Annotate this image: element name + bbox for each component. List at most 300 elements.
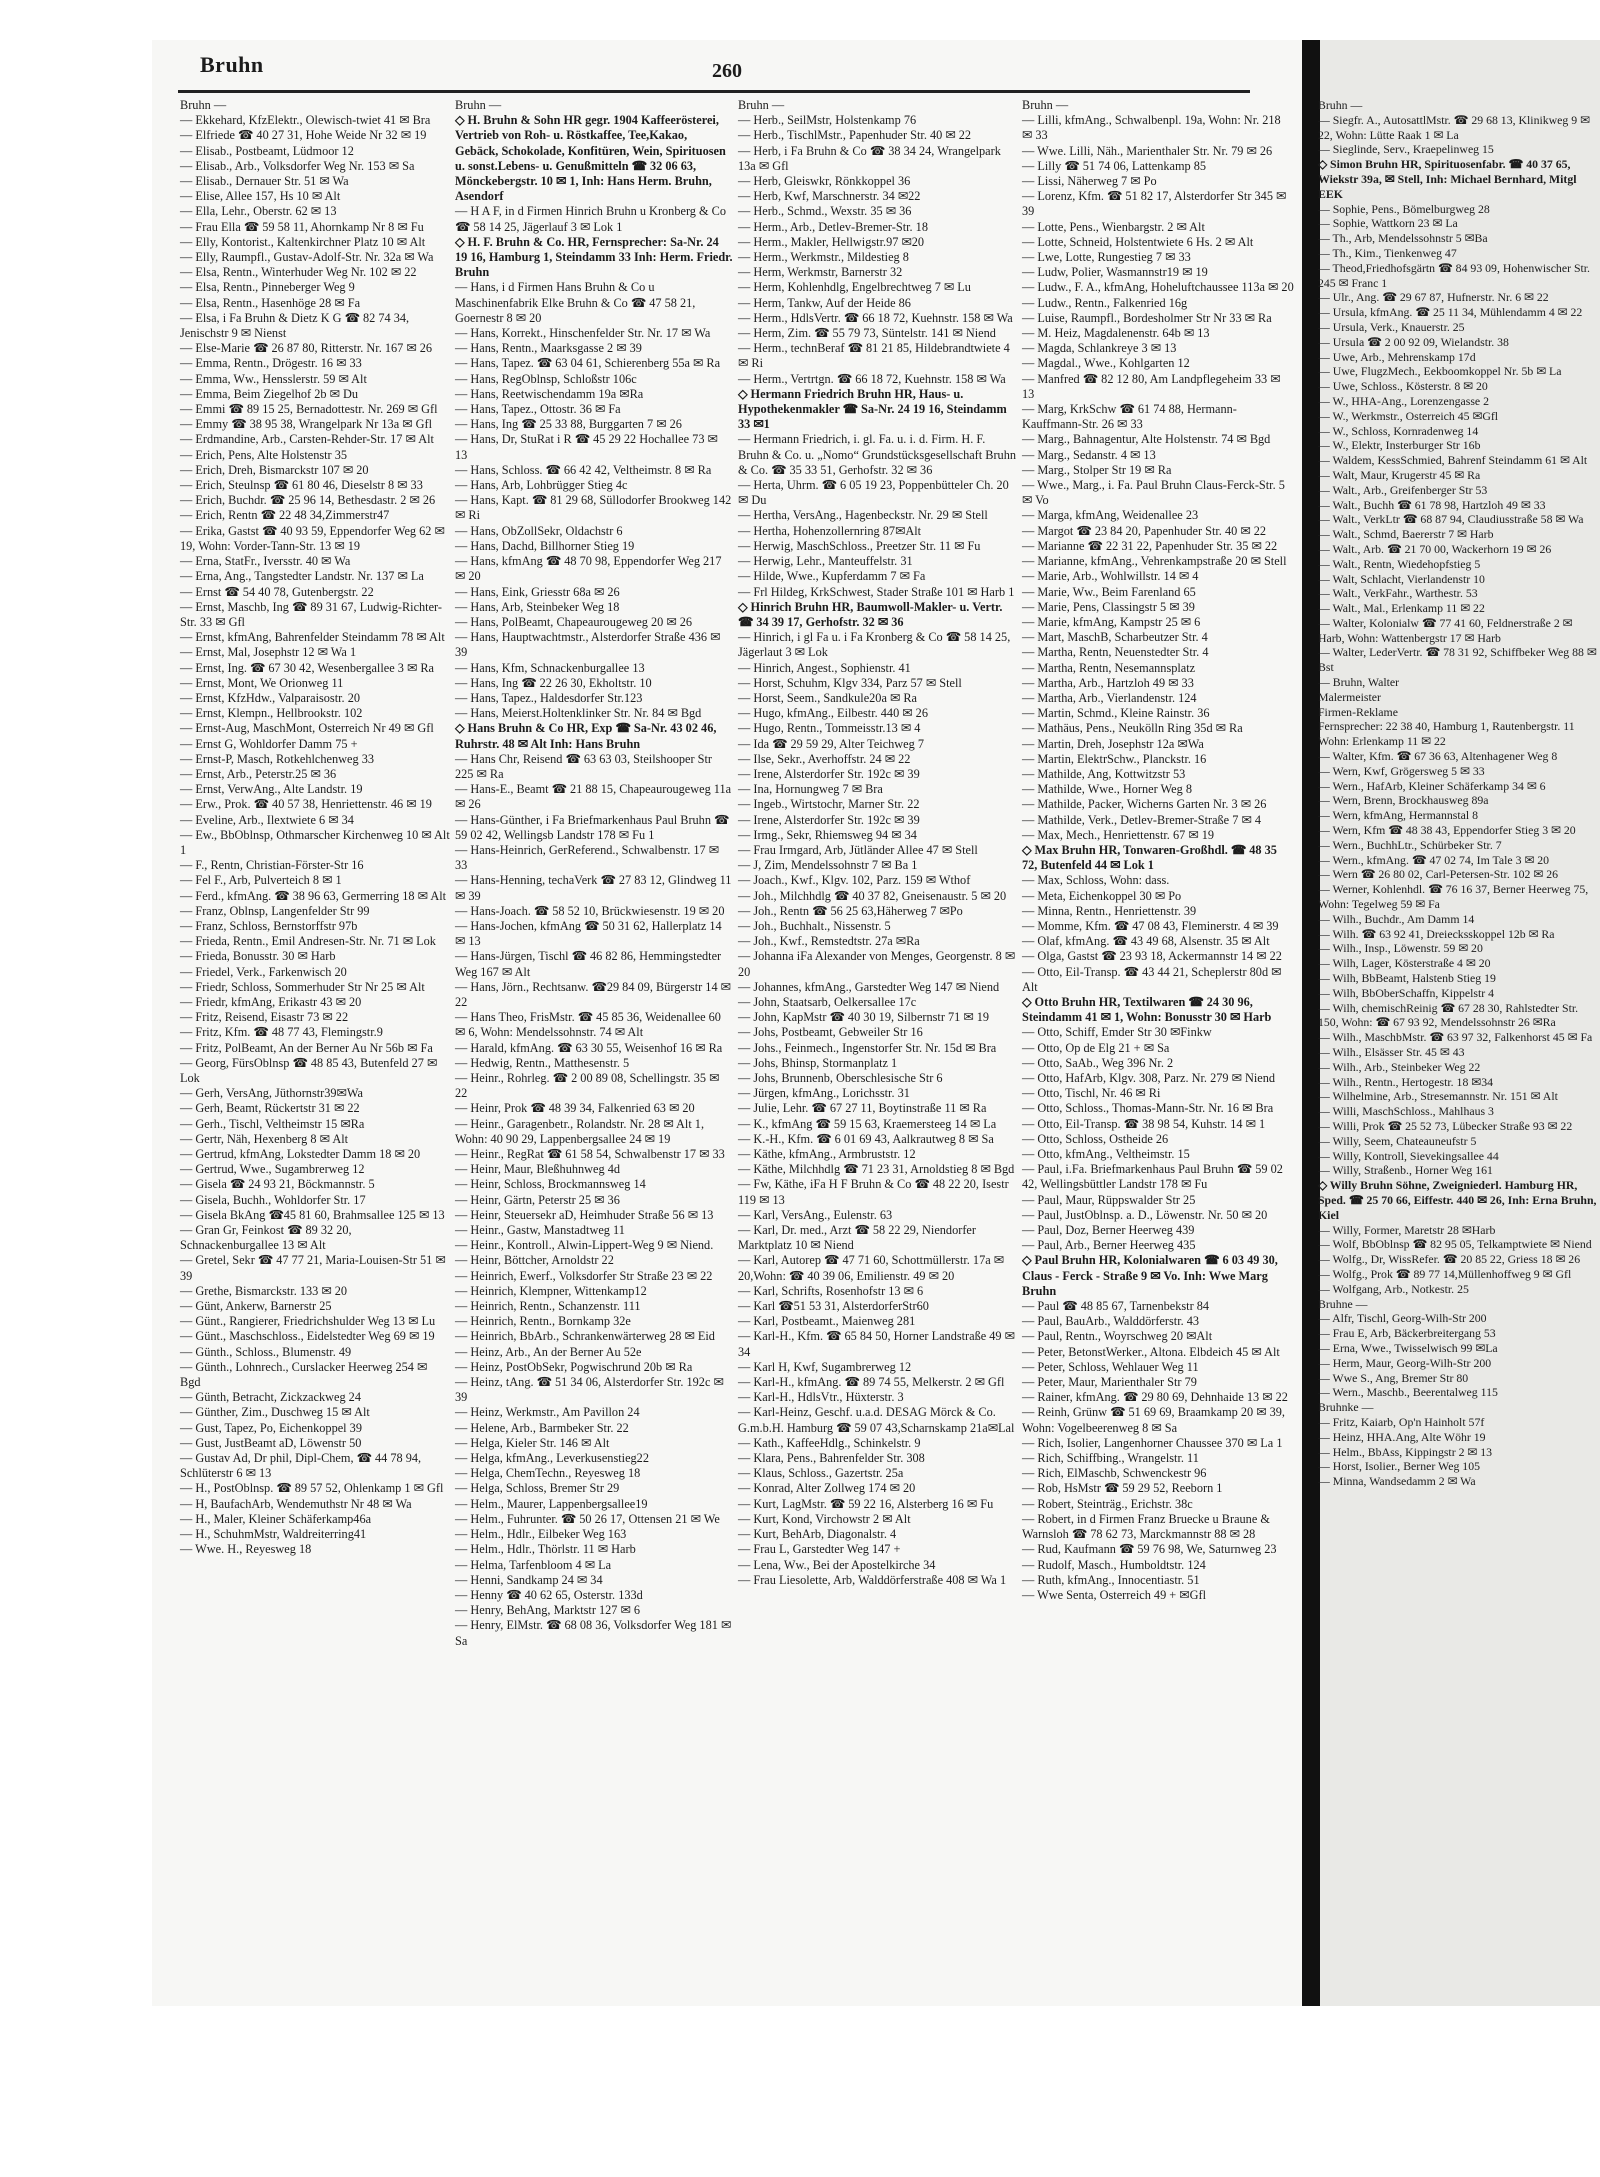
directory-entry: — Franz, Oblnsp, Langenfelder Str 99 xyxy=(180,903,370,918)
directory-entry: — Herm., Makler, Hellwigstr.97 ✉20 xyxy=(738,234,925,249)
directory-entry: — Karl-H., HdlsVtr., Hüxterstr. 3 xyxy=(738,1390,904,1405)
directory-entry: — Eveline, Arb., Ilextwiete 6 ✉ 34 xyxy=(180,812,354,827)
directory-entry: — Fw, Käthe, iFa H F Bruhn & Co ☎ 48 22 20, Isestr 119 ✉ 13 xyxy=(738,1177,1009,1207)
directory-entry: — Julie, Lehr. ☎ 67 27 11, Boytinstraße 11 ✉ Ra xyxy=(738,1101,987,1116)
directory-entry: — Günth., Lohnrech., Curslacker Heerweg 254 ✉ Bgd xyxy=(180,1359,428,1390)
directory-entry: — Otto, SaAb., Weg 396 Nr. 2 xyxy=(1022,1055,1174,1070)
directory-entry: — Johs, Bhinsp, Stormanplatz 1 xyxy=(738,1055,898,1070)
directory-entry: — Th., Arb, Mendelssohnstr 5 ✉Ba xyxy=(1318,231,1488,246)
directory-entry: — W., Elektr, Insterburger Str 16b xyxy=(1318,438,1481,453)
directory-entry: — Wwe. H., Reyesweg 18 xyxy=(180,1542,312,1557)
directory-entry: — K., kfmAng ☎ 59 15 63, Kraemersteeg 14 ✉ La xyxy=(738,1116,997,1131)
directory-entry: — H, BaufachArb, Wendemuthstr Nr 48 ✉ Wa xyxy=(180,1496,412,1511)
directory-entry: — Ernst, Maschb, Ing ☎ 89 31 67, Ludwig-Richter-Str. 33 ✉ Gfl xyxy=(180,599,442,629)
directory-entry: — Heinrich, Rentn., Bornkamp 32e xyxy=(455,1314,631,1329)
directory-entry: — Joh., Buchhalt., Nissenstr. 5 xyxy=(738,918,891,933)
column-1 xyxy=(180,98,450,1558)
directory-entry: — Kurt, BehArb, Diagonalstr. 4 xyxy=(738,1527,897,1542)
directory-entry: — Erna, StatFr., Iversstr. 40 ✉ Wa xyxy=(180,554,351,569)
directory-entry: — Marie, Arb., Wohlwillstr. 14 ✉ 4 xyxy=(1022,569,1199,584)
directory-entry: — H., SchuhmMstr, Waldreiterring41 xyxy=(180,1527,367,1542)
directory-entry: — Walt., Schmd, Baererstr 7 ✉ Harb xyxy=(1318,527,1494,542)
directory-entry: — Grethe, Bismarckstr. 133 ✉ 20 xyxy=(180,1283,348,1298)
directory-entry: — Harald, kfmAng. ☎ 63 30 55, Weisenhof 16 ✉ Ra xyxy=(455,1040,723,1055)
directory-entry: — Helma, Tarfenbloom 4 ✉ La xyxy=(455,1557,612,1572)
directory-entry: — Elisab., Postbeamt, Lüdmoor 12 xyxy=(180,143,354,158)
directory-entry: — Waldem, KessSchmied, Bahrenf Steindamm 61 ✉ Alt xyxy=(1318,453,1588,468)
directory-entry: — Else-Marie ☎ 26 87 80, Ritterstr. Nr. 167 ✉ 26 xyxy=(180,341,433,356)
directory-entry: — Lissi, Näherweg 7 ✉ Po xyxy=(1022,174,1157,189)
directory-entry: — Emmi ☎ 89 15 25, Bernadottestr. Nr. 269 ✉ Gfl xyxy=(180,402,438,417)
directory-entry: — Herb., Schmd., Wexstr. 35 ✉ 36 xyxy=(738,204,912,219)
directory-entry: — Th., Kim., Tienkenweg 47 xyxy=(1318,245,1457,260)
directory-entry: — Kurt, Kond, Virchowstr 2 ✉ Alt xyxy=(738,1511,911,1526)
directory-entry: — Ernst, kfmAng, Bahrenfelder Steindamm 78 ✉ Alt xyxy=(180,630,445,645)
directory-entry: — Sophie, Wattkorn 23 ✉ La xyxy=(1318,216,1458,231)
directory-entry: — Hermann Friedrich, i. gl. Fa. u. i. d. Firm. H. F. Bruhn & Co. u. „Nomo“ Grundstücksgesellschaft Bruhn & Co. ☎ 35 33 51, Gerhofstr. 32 ✉ 36 xyxy=(738,432,1017,477)
directory-entry: — Joh., Rentn ☎ 56 25 63,Häherweg 7 ✉Po xyxy=(738,903,963,918)
directory-entry: — Hans, Kapt. ☎ 81 29 68, Süllodorfer Brookweg 142 ✉ Ri xyxy=(455,493,732,523)
directory-entry: — Johs, Postbeamt, Gebweiler Str 16 xyxy=(738,1025,923,1040)
directory-entry: — Peter, Maur, Marienthaler Str 79 xyxy=(1022,1375,1197,1390)
directory-entry: — Willy, Former, Maretstr 28 ✉Harb xyxy=(1318,1222,1496,1237)
directory-entry: — Willy, Seem, Chateauneufstr 5 xyxy=(1318,1133,1477,1148)
directory-entry: Fernsprecher: 22 38 40, Hamburg 1, Rautenbergstr. 11 xyxy=(1318,719,1575,734)
directory-entry: — Heinr, Prok ☎ 48 39 34, Falkenried 63 ✉ 20 xyxy=(455,1101,695,1116)
directory-entry: — Magda, Schlankreye 3 ✉ 13 xyxy=(1022,341,1177,356)
directory-entry: — Herm, Kohlenhdlg, Engelbrechtweg 7 ✉ Lu xyxy=(738,280,971,295)
directory-entry: — Walt., VerkLtr ☎ 68 87 94, Claudiusstraße 58 ✉ Wa xyxy=(1318,512,1584,527)
directory-entry: — Paul, Rentn., Woyrschweg 20 ✉Alt xyxy=(1022,1329,1213,1344)
directory-entry: — Walter, Kolonialw ☎ 77 41 60, Feldnerstraße 2 ✉ Harb, Wohn: Wattenbergstr 17 ✉ Harb xyxy=(1318,615,1573,645)
directory-entry: — Ernst, Klempn., Hellbrookstr. 102 xyxy=(180,706,363,721)
directory-entry: — Herm, Maur, Georg-Wilh-Str 200 xyxy=(1318,1355,1492,1370)
directory-entry: — Wilh., Elsässer Str. 45 ✉ 43 xyxy=(1318,1045,1465,1059)
directory-entry: — Heinr, Schloss, Brockmannsweg 14 xyxy=(455,1177,646,1192)
directory-entry: — Heinr, Maur, Bleßhuhnweg 4d xyxy=(455,1162,620,1177)
directory-entry: — Helga, Schloss, Bremer Str 29 xyxy=(455,1481,620,1496)
directory-entry: — Gertr, Näh, Hexenberg 8 ✉ Alt xyxy=(180,1131,349,1146)
directory-entry: — Momme, Kfm. ☎ 47 08 43, Fleminerstr. 4 ✉ 39 xyxy=(1022,918,1279,933)
directory-entry: — Ludw., Rentn., Falkenried 16g xyxy=(1022,295,1188,310)
directory-entry: — Hans, ObZollSekr, Oldachstr 6 xyxy=(455,523,623,538)
directory-entry: — Walter, LederVertr. ☎ 78 31 92, Schiffbeker Weg 88 ✉ Bst xyxy=(1318,645,1597,675)
directory-entry: — Rob, HsMstr ☎ 59 29 52, Reeborn 1 xyxy=(1022,1481,1223,1496)
directory-entry: — Wern., Maschb., Beerentalweg 115 xyxy=(1318,1385,1498,1400)
directory-entry: — Friedel, Verk., Farkenwisch 20 xyxy=(180,964,347,979)
directory-entry: — Helga, Kieler Str. 146 ✉ Alt xyxy=(455,1435,610,1450)
directory-entry: — Erna, Wwe., Twisselwisch 99 ✉La xyxy=(1318,1340,1498,1355)
directory-entry: — Helm., Maurer, Lappenbergsallee19 xyxy=(455,1496,648,1511)
directory-entry: — Paul, Maur, Rüppswalder Str 25 xyxy=(1022,1192,1196,1207)
directory-entry: — Elisab., Arb., Volksdorfer Weg Nr. 153 ✉ Sa xyxy=(180,158,415,173)
directory-entry: — Rudolf, Masch., Humboldtstr. 124 xyxy=(1022,1557,1206,1572)
directory-entry: ◇ Paul Bruhn HR, Kolonialwaren ☎ 6 03 49 30, Claus - Ferck - Straße 9 ✉ Vo. Inh: Wwe Marg Bruhn xyxy=(1022,1253,1278,1298)
directory-entry: — Heinrich, Ewerf., Volksdorfer Str Straße 23 ✉ 22 xyxy=(455,1268,713,1283)
directory-entry: — Elly, Kontorist., Kaltenkirchner Platz 10 ✉ Alt xyxy=(180,234,426,249)
directory-entry: — Wilh., Arb., Steinbeker Weg 22 xyxy=(1318,1059,1481,1074)
directory-entry: — Wilh., MaschbMstr. ☎ 63 97 32, Falkenhorst 45 ✉ Fa xyxy=(1318,1030,1593,1045)
directory-entry: — Heinr., Gastw, Manstadtweg 11 xyxy=(455,1223,625,1238)
directory-entry: — Margot ☎ 23 84 20, Papenhuder Str. 40 ✉ 22 xyxy=(1022,523,1266,538)
directory-entry: — Ernst G, Wohldorfer Damm 75 + xyxy=(180,736,358,751)
directory-entry: — Herm., Arb., Detlev-Bremer-Str. 18 xyxy=(738,219,928,234)
directory-entry: — Hugo, Rentn., Tommeisstr.13 ✉ 4 xyxy=(738,721,921,736)
directory-entry: — Erich, Dreh, Bismarckstr 107 ✉ 20 xyxy=(180,462,369,477)
directory-entry: — Hans, Tapez., Haldesdorfer Str.123 xyxy=(455,690,643,705)
directory-entry: — Wern, Kfm ☎ 48 38 43, Eppendorfer Stieg 3 ✉ 20 xyxy=(1318,823,1576,838)
directory-entry: — Martin, ElektrSchw., Planckstr. 16 xyxy=(1022,751,1207,766)
directory-entry: — Ruth, kfmAng., Innocentiastr. 51 xyxy=(1022,1572,1200,1587)
directory-entry: — Gertrud, kfmAng, Lokstedter Damm 18 ✉ 20 xyxy=(180,1147,421,1162)
directory-entry: — Herb., TischlMstr., Papenhuder Str. 40 ✉ 22 xyxy=(738,128,972,143)
directory-entry: — John, KapMstr ☎ 40 30 19, Silbernstr 71 ✉ 19 xyxy=(738,1010,990,1025)
directory-entry: — Helm., Hdlr., Thörlstr. 11 ✉ Harb xyxy=(455,1542,636,1557)
directory-entry: — Heinz, Arb., An der Berner Au 52e xyxy=(455,1344,642,1359)
directory-entry: — Herb., SeilMstr, Holstenkamp 76 xyxy=(738,113,917,128)
directory-entry: — Irene, Alsterdorfer Str. 192c ✉ 39 xyxy=(738,812,920,827)
directory-entry: — Kath., KaffeeHdlg., Schinkelstr. 9 xyxy=(738,1435,921,1450)
directory-entry: — Uwe, FlugzMech., Eekboomkoppel Nr. 5b ✉ La xyxy=(1318,364,1562,379)
directory-entry: — Joach., Kwf., Klgv. 102, Parz. 159 ✉ Wthof xyxy=(738,873,971,888)
directory-entry: — Ernst, Arb., Peterstr.25 ✉ 36 xyxy=(180,766,337,781)
directory-entry: Bruhn — xyxy=(1022,98,1069,112)
directory-entry: — Frau E, Arb, Bäckerbreitergang 53 xyxy=(1318,1326,1496,1341)
directory-entry: — Ernst-Aug, MaschMont, Osterreich Nr 49 ✉ Gfl xyxy=(180,721,434,736)
directory-entry: — Hans, Ing ☎ 25 33 88, Burggarten 7 ✉ 26 xyxy=(455,417,682,432)
directory-entry: — Bruhn, Walter xyxy=(1318,675,1400,690)
directory-entry: — Karl, Postbeamt., Maienweg 281 xyxy=(738,1314,916,1329)
directory-entry: — Reinh, Grünw ☎ 51 69 69, Braamkamp 20 ✉ 39, Wohn: Vogelbeerenweg 8 ✉ Sa xyxy=(1022,1405,1285,1435)
directory-entry: — Magdal., Wwe., Kohlgarten 12 xyxy=(1022,356,1190,371)
directory-entry: — Elsa, Rentn., Pinneberger Weg 9 xyxy=(180,280,355,295)
directory-entry: — Klaus, Schloss., Gazertstr. 25a xyxy=(738,1466,904,1481)
directory-entry: Malermeister xyxy=(1318,689,1381,704)
directory-entry: — Heinr, Steuersekr aD, Heimhuder Straße 56 ✉ 13 xyxy=(455,1207,714,1222)
directory-entry: — Wolfgang, Arb., Notkestr. 25 xyxy=(1318,1281,1469,1296)
directory-entry: — Otto, Tischl, Nr. 46 ✉ Ri xyxy=(1022,1086,1161,1101)
directory-entry: — Ludw, Polier, Wasmannstr19 ✉ 19 xyxy=(1022,265,1208,280)
directory-entry: — Irmg., Sekr, Rhiemsweg 94 ✉ 34 xyxy=(738,827,917,842)
directory-entry: — Karl-H., kfmAng. ☎ 89 74 55, Melkerstr. 2 ✉ Gfl xyxy=(738,1375,1005,1390)
directory-entry: — Rainer, kfmAng. ☎ 29 80 69, Dehnhaide 13 ✉ 22 xyxy=(1022,1390,1288,1405)
directory-entry: — Luise, Raumpfl., Bordesholmer Str Nr 33 ✉ Ra xyxy=(1022,310,1272,325)
directory-entry: — Frau Ella ☎ 59 58 11, Ahornkamp Nr 8 ✉ Fu xyxy=(180,219,424,234)
directory-entry: — Paul, Doz, Berner Heerweg 439 xyxy=(1022,1223,1195,1238)
directory-entry: — Hans, Schloss. ☎ 66 42 42, Veltheimstr. 8 ✉ Ra xyxy=(455,462,712,477)
directory-entry: ◇ Hans Bruhn & Co HR, Exp ☎ Sa-Nr. 43 02 46, Ruhrstr. 48 ✉ Alt Inh: Hans Bruhn xyxy=(455,721,717,751)
directory-entry: — Elsa, i Fa Bruhn & Dietz K G ☎ 82 74 34, Jenischstr 9 ✉ Nienst xyxy=(180,310,410,341)
directory-entry: — Uwe, Schloss., Kösterstr. 8 ✉ 20 xyxy=(1318,379,1488,394)
directory-entry: Bruhne — xyxy=(1318,1296,1368,1311)
directory-entry: — Hertha, Hohenzollernring 87✉Alt xyxy=(738,523,922,538)
directory-entry: — Helga, ChemTechn., Reyesweg 18 xyxy=(455,1466,641,1481)
directory-entry: — Martin, Schmd., Kleine Rainstr. 36 xyxy=(1022,706,1210,721)
directory-entry: — Hans-Joach. ☎ 58 52 10, Brückwiesenstr. 19 ✉ 20 xyxy=(455,903,725,918)
directory-entry: — Hinrich, Angest., Sophienstr. 41 xyxy=(738,660,911,675)
directory-entry: — Theod,Friedhofsgärtn ☎ 84 93 09, Hohenwischer Str. 245 ✉ Franc 1 xyxy=(1318,260,1591,290)
directory-entry: — Wilh., Buchdr., Am Damm 14 xyxy=(1318,911,1475,926)
directory-entry: — Walt., Buchh ☎ 61 78 98, Hartzloh 49 ✉ 33 xyxy=(1318,497,1546,512)
directory-entry: ◇ Otto Bruhn HR, Textilwaren ☎ 24 30 96, Steindamm 41 ✉ 1, Wohn: Bonusstr 30 ✉ Harb xyxy=(1022,994,1272,1025)
directory-entry: — Sophie, Pens., Bömelburgweg 28 xyxy=(1318,201,1490,216)
directory-entry: — Wwe., Marg., i. Fa. Paul Bruhn Claus-Ferck-Str. 5 ✉ Vo xyxy=(1022,478,1285,508)
directory-entry: — Mart, MaschB, Scharbeutzer Str. 4 xyxy=(1022,630,1208,645)
directory-entry: — Erich, Buchdr. ☎ 25 96 14, Bethesdastr. 2 ✉ 26 xyxy=(180,493,436,508)
directory-entry: — Paul, Arb., Berner Heerweg 435 xyxy=(1022,1238,1196,1253)
directory-entry: — Robert, in d Firmen Franz Bruecke u Braune & Warnsloh ☎ 78 62 73, Marckmannstr 88 ✉ 28 xyxy=(1022,1511,1270,1542)
directory-entry: — Gisela BkAng ☎45 81 60, Brahmsallee 125 ✉ 13 xyxy=(180,1207,445,1222)
directory-entry: — Elly, Raumpfl., Gustav-Adolf-Str. Nr. 32a ✉ Wa xyxy=(180,250,434,265)
directory-entry: — Heinr., Garagenbetr., Rolandstr. Nr. 28 ✉ Alt 1, Wohn: 40 90 29, Lappenbergsallee 24 ✉ 19 xyxy=(455,1116,705,1146)
directory-entry: — Herm., technBeraf ☎ 81 21 85, Hildebrandtwiete 4 ✉ Ri xyxy=(738,341,1010,371)
directory-entry: — Elsa, Rentn., Hasenhöge 28 ✉ Fa xyxy=(180,295,361,310)
directory-entry: — Peter, Schloss, Wehlauer Weg 11 xyxy=(1022,1359,1199,1374)
directory-entry: — Gustav Ad, Dr phil, Dipl-Chem, ☎ 44 78 94, Schlüterstr 6 ✉ 13 xyxy=(180,1451,422,1481)
directory-entry: — Max, Schloss, Wohn: dass. xyxy=(1022,873,1170,888)
directory-entry: — Marg., Sedanstr. 4 ✉ 13 xyxy=(1022,447,1156,462)
directory-entry: — Wwe S., Ang, Bremer Str 80 xyxy=(1318,1370,1469,1385)
directory-entry: — Marg, KrkSchw ☎ 61 74 88, Hermann-Kauffmann-Str. 26 ✉ 33 xyxy=(1022,402,1237,432)
column-2 xyxy=(455,98,733,1649)
directory-entry: — Wilh, BbOberSchaffn, Kippelstr 4 xyxy=(1318,985,1495,1000)
directory-entry: — Erika, Gastst ☎ 40 93 59, Eppendorfer Weg 62 ✉ 19, Wohn: Vorder-Tann-Str. 13 ✉ 19 xyxy=(180,523,445,553)
directory-entry: — Günt., Maschschloss., Eidelstedter Weg 69 ✉ 19 xyxy=(180,1329,435,1344)
directory-entry: — Heinz, tAng. ☎ 51 34 06, Alsterdorfer Str. 192c ✉ 39 xyxy=(455,1375,724,1405)
directory-entry: — Helga, kfmAng., Leverkusenstieg22 xyxy=(455,1451,649,1466)
directory-entry: — Ursula, Verk., Knauerstr. 25 xyxy=(1318,319,1465,334)
directory-entry: — Emma, Ww., Hensslerstr. 59 ✉ Alt xyxy=(180,371,367,386)
directory-entry: — Walt., Arb. ☎ 21 70 00, Wackerhorn 19 ✉ 26 xyxy=(1318,541,1552,556)
running-head-name: Bruhn xyxy=(200,52,264,77)
directory-entry: — Franz, Schloss, Bernstorffstr 97b xyxy=(180,918,358,933)
directory-entry: — Marg., Stolper Str 19 ✉ Ra xyxy=(1022,462,1172,477)
directory-entry: — Otto, Schloss., Thomas-Mann-Str. Nr. 16 ✉ Bra xyxy=(1022,1101,1274,1116)
directory-entry: — W., Schloss, Kornradenweg 14 xyxy=(1318,423,1479,438)
directory-entry: — Elsa, Rentn., Winterhuder Weg Nr. 102 ✉ 22 xyxy=(180,265,417,280)
directory-entry: — Hans, Kfm, Schnackenburgallee 13 xyxy=(455,660,645,675)
directory-entry: — Emma, Beim Ziegelhof 2b ✉ Du xyxy=(180,386,358,401)
directory-entry: — Hans, i d Firmen Hans Bruhn & Co u Maschinenfabrik Elke Bruhn & Co ☎ 47 58 21, Goernestr 8 ✉ 20 xyxy=(455,280,696,325)
directory-entry: — Emmy ☎ 38 95 38, Wrangelpark Nr 13a ✉ Gfl xyxy=(180,417,433,432)
directory-entry: — Helm., BbAss, Kippingstr 2 ✉ 13 xyxy=(1318,1444,1493,1459)
directory-entry: — Heinz, Werkmstr., Am Pavillon 24 xyxy=(455,1405,640,1420)
directory-entry: — Klara, Pens., Bahrenfelder Str. 308 xyxy=(738,1451,925,1466)
directory-entry: — Ernst, KfzHdw., Valparaisostr. 20 xyxy=(180,690,360,705)
directory-entry: — Mathilde, Verk., Detlev-Bremer-Straße 7 ✉ 4 xyxy=(1022,812,1261,827)
directory-entry: — Manfred ☎ 82 12 80, Am Landpflegeheim 33 ✉ 13 xyxy=(1022,371,1281,401)
directory-entry: — Gisela, Buchh., Wohldorfer Str. 17 xyxy=(180,1192,366,1207)
directory-entry: — Heinrich, Rentn., Schanzenstr. 111 xyxy=(455,1299,641,1314)
directory-entry: — Walt., VerkFahr., Warthestr. 53 xyxy=(1318,586,1478,601)
directory-entry: — Wolfg., Dr, WissRefer. ☎ 20 85 22, Griess 18 ✉ 26 xyxy=(1318,1252,1581,1267)
directory-entry: — Martha, Arb., Hartzloh 49 ✉ 33 xyxy=(1022,675,1194,690)
directory-entry: — Erw., Prok. ☎ 40 57 38, Henriettenstr. 46 ✉ 19 xyxy=(180,797,432,812)
directory-entry: — Karl, Schrifts, Rosenhofstr 13 ✉ 6 xyxy=(738,1283,924,1298)
directory-entry: — Frieda, Rentn., Emil Andresen-Str. Nr. 71 ✉ Lok xyxy=(180,934,436,949)
directory-entry: — Paul, i.Fa. Briefmarkenhaus Paul Bruhn ☎ 59 02 42, Wellingsbüttler Landstr 178 ✉ Fu xyxy=(1022,1162,1283,1192)
directory-entry: — Rud, Kaufmann ☎ 59 76 98, We, Saturnweg 23 xyxy=(1022,1542,1277,1557)
directory-entry: — Fritz, PolBeamt, An der Berner Au Nr 56b ✉ Fa xyxy=(180,1040,433,1055)
directory-entry: — Minna, Wandsedamm 2 ✉ Wa xyxy=(1318,1474,1476,1489)
directory-entry: — Peter, BetonstWerker., Altona. Elbdeich 45 ✉ Alt xyxy=(1022,1344,1280,1359)
directory-entry: — Erna, Ang., Tangstedter Landstr. Nr. 137 ✉ La xyxy=(180,569,424,584)
directory-entry: — Heinrich, BbArb., Schrankenwärterweg 28 ✉ Eid xyxy=(455,1329,715,1344)
directory-entry: — Karl, Autorep ☎ 47 71 60, Schottmüllerstr. 17a ✉ 20,Wohn: ☎ 40 39 06, Emilienstr. 49 ✉ 20 xyxy=(738,1253,1005,1283)
directory-entry: — Henni, Sandkamp 24 ✉ 34 xyxy=(455,1572,603,1587)
directory-entry: — Otto, kfmAng., Veltheimstr. 15 xyxy=(1022,1147,1190,1162)
directory-entry: — Günther, Zim., Duschweg 15 ✉ Alt xyxy=(180,1405,370,1420)
directory-entry: — Willy, Straßenb., Horner Weg 161 xyxy=(1318,1163,1493,1178)
directory-entry: — Willi, Prok ☎ 25 52 73, Lübecker Straße 93 ✉ 22 xyxy=(1318,1118,1573,1133)
directory-entry: — H A F, in d Firmen Hinrich Bruhn u Kronberg & Co ☎ 58 14 25, Jägerlauf 3 ✉ Lok 1 xyxy=(455,204,727,234)
directory-entry: — Emma, Rentn., Drögestr. 16 ✉ 33 xyxy=(180,356,362,371)
directory-entry: — Wilh. ☎ 63 92 41, Dreiecksskoppel 12b ✉ Ra xyxy=(1318,926,1555,941)
directory-entry: — Wern, Kwf, Grögersweg 5 ✉ 33 xyxy=(1318,763,1485,778)
directory-entry: — Heinr., Kontroll., Alwin-Lippert-Weg 9 ✉ Niend. xyxy=(455,1238,714,1253)
directory-entry: — Erich, Steulnsp ☎ 61 80 46, Dieselstr 8 ✉ 33 xyxy=(180,478,423,493)
directory-entry: — Konrad, Alter Zollweg 174 ✉ 20 xyxy=(738,1481,916,1496)
directory-entry: ◇ Willy Bruhn Söhne, Zweigniederl. Hamburg HR, Sped. ☎ 25 70 66, Eiffestr. 440 ✉ 26, Inh: Erna Bruhn, Kiel xyxy=(1318,1178,1597,1222)
directory-entry: — Marga, kfmAng, Weidenallee 23 xyxy=(1022,508,1199,523)
directory-entry: — Hans, Tapez. ☎ 63 04 61, Schierenberg 55a ✉ Ra xyxy=(455,356,721,371)
directory-entry: — Johanna iFa Alexander von Menges, Georgenstr. 8 ✉ 20 xyxy=(738,949,1016,979)
directory-entry: — Ida ☎ 29 59 29, Alter Teichweg 7 xyxy=(738,736,925,751)
directory-entry: — Erdmandine, Arb., Carsten-Rehder-Str. 17 ✉ Alt xyxy=(180,432,434,447)
directory-entry: — Otto, Eil-Transp. ☎ 43 44 21, Scheplerstr 80d ✉ Alt xyxy=(1022,964,1282,994)
directory-entry: — Hans, Jörn., Rechtsanw. ☎29 84 09, Bürgerstr 14 ✉ 22 xyxy=(455,979,731,1009)
directory-entry: — Gertrud, Wwe., Sugambrerweg 12 xyxy=(180,1162,365,1177)
directory-entry: — Hans Theo, FrisMstr. ☎ 45 85 36, Weidenallee 60 ✉ 6, Wohn: Mendelssohnstr. 74 ✉ Alt xyxy=(455,1010,721,1040)
directory-entry: — Horst, Schuhm, Klgv 334, Parz 57 ✉ Stell xyxy=(738,675,962,690)
directory-entry: — Elfriede ☎ 40 27 31, Hohe Weide Nr 32 ✉ 19 xyxy=(180,128,427,143)
directory-entry: — Marianne ☎ 22 31 22, Papenhuder Str. 35 ✉ 22 xyxy=(1022,538,1278,553)
directory-entry: — Hans, Rentn., Maarksgasse 2 ✉ 39 xyxy=(455,341,642,356)
directory-entry: — Heinz, PostObSekr, Pogwischrund 20b ✉ Ra xyxy=(455,1359,693,1374)
directory-entry: — Heinr., RegRat ☎ 61 58 54, Schwalbenstr 17 ✉ 33 xyxy=(455,1147,725,1162)
directory-entry: Wohn: Erlenkamp 11 ✉ 22 xyxy=(1318,734,1446,749)
directory-entry: — Walt., Arb., Greifenberger Str 53 xyxy=(1318,482,1488,497)
directory-entry: ◇ Hinrich Bruhn HR, Baumwoll-Makler- u. Vertr. ☎ 34 39 17, Gerhofstr. 32 ✉ 36 xyxy=(738,599,1003,629)
directory-entry: — Elisab., Dernauer Str. 51 ✉ Wa xyxy=(180,174,349,189)
column-4 xyxy=(1022,98,1294,1603)
directory-entry: — Ernst, Ing. ☎ 67 30 42, Wesenbergallee 3 ✉ Ra xyxy=(180,660,435,675)
directory-entry: — Frau Irmgard, Arb, Jütländer Allee 47 ✉ Stell xyxy=(738,842,978,857)
directory-entry: — Fritz, Kfm. ☎ 48 77 43, Flemingstr.9 xyxy=(180,1025,383,1040)
directory-entry: — Uwe, Arb., Mehrenskamp 17d xyxy=(1318,349,1476,364)
directory-entry: — Wwe Senta, Osterreich 49 + ✉Gfl xyxy=(1022,1587,1206,1602)
directory-entry: — Lwe, Lotte, Rungestieg 7 ✉ 33 xyxy=(1022,250,1191,265)
directory-entry: — Wern., BuchhLtr., Schürbeker Str. 7 xyxy=(1318,837,1502,852)
directory-entry: — Otto, Eil-Transp. ☎ 38 98 54, Kuhstr. 14 ✉ 1 xyxy=(1022,1116,1266,1131)
directory-entry: — Horst, Isolier., Berner Weg 105 xyxy=(1318,1459,1480,1474)
directory-entry: — Ernst ☎ 54 40 78, Gutenbergstr. 22 xyxy=(180,584,374,599)
directory-entry: — Heinrich, Klempner, Wittenkamp12 xyxy=(455,1283,647,1298)
directory-entry: — Herm., Vertrtgn. ☎ 66 18 72, Kuehnstr. 158 ✉ Wa xyxy=(738,371,1006,386)
directory-entry: — Rich, Schiffbing., Wrangelstr. 11 xyxy=(1022,1451,1199,1466)
directory-entry: — Paul ☎ 48 85 67, Tarnenbekstr 84 xyxy=(1022,1299,1210,1314)
directory-entry: ◇ H. F. Bruhn & Co. HR, Fernsprecher: Sa-Nr. 24 19 16, Hamburg 1, Steindamm 33 Inh: Herm. Friedr. Bruhn xyxy=(455,234,733,280)
directory-entry: — Hans, RegOblnsp, Schloßstr 106c xyxy=(455,371,637,386)
directory-entry: — Ew., BbOblnsp, Othmarscher Kirchenweg 10 ✉ Alt 1 xyxy=(180,827,450,857)
directory-entry: — H., PostOblnsp. ☎ 89 57 52, Ohlenkamp 1 ✉ Gfl xyxy=(180,1481,444,1496)
directory-entry: — Henry, ElMstr. ☎ 68 08 36, Volksdorfer Weg 181 ✉ Sa xyxy=(455,1618,732,1648)
directory-entry: — Hinrich, i gl Fa u. i Fa Kronberg & Co ☎ 58 14 25, Jägerlaut 3 ✉ Lok xyxy=(738,630,1011,660)
directory-entry: — Herwig, MaschSchloss., Preetzer Str. 11 ✉ Fu xyxy=(738,538,981,553)
directory-entry: — F., Rentn, Christian-Förster-Str 16 xyxy=(180,858,364,873)
directory-entry: — Herta, Uhrm. ☎ 6 05 19 23, Poppenbütteler Ch. 20 ✉ Du xyxy=(738,478,1009,508)
directory-entry: — Ferd., kfmAng. ☎ 38 96 63, Germerring 18 ✉ Alt xyxy=(180,888,447,903)
directory-entry: — Mathilde, Packer, Wicherns Garten Nr. 3 ✉ 26 xyxy=(1022,797,1267,812)
directory-entry: — Wilhelmine, Arb., Stresemannstr. Nr. 151 ✉ Alt xyxy=(1318,1089,1558,1104)
directory-entry: — Lilli, kfmAng., Schwalbenpl. 19a, Wohn: Nr. 218 ✉ 33 xyxy=(1022,113,1281,143)
directory-entry: — Otto, Schiff, Emder Str 30 ✉Finkw xyxy=(1022,1025,1212,1040)
directory-entry: — Ella, Lehr., Oberstr. 62 ✉ 13 xyxy=(180,204,337,219)
directory-entry: — Mathilde, Wwe., Horner Weg 8 xyxy=(1022,782,1192,797)
directory-entry: — Hans, PolBeamt, Chapeaurougeweg 20 ✉ 26 xyxy=(455,614,693,629)
directory-entry: — Gerh, VersAng, Jüthornstr39✉Wa xyxy=(180,1086,363,1101)
directory-entry: — Paul, JustOblnsp. a. D., Löwenstr. Nr. 50 ✉ 20 xyxy=(1022,1207,1268,1222)
directory-entry: — Heinr, Böttcher, Arnoldstr 22 xyxy=(455,1253,614,1268)
directory-entry: ◇ Hermann Friedrich Bruhn HR, Haus- u. Hypothekenmakler ☎ Sa-Nr. 24 19 16, Steindamm 33 ✉1 xyxy=(738,386,1007,432)
directory-entry: — Johs, Brunnenb, Oberschlesische Str 6 xyxy=(738,1071,943,1085)
directory-entry: — H., Maler, Kleiner Schäferkamp46a xyxy=(180,1511,372,1526)
directory-entry: — Heinr, Gärtn, Peterstr 25 ✉ 36 xyxy=(455,1192,620,1207)
directory-entry: — Wilh, Lager, Kösterstraße 4 ✉ 20 xyxy=(1318,956,1491,971)
directory-entry: — Herm, Zim. ☎ 55 79 73, Süntelstr. 141 ✉ Niend xyxy=(738,326,996,341)
directory-entry: — Fel F., Arb, Pulverteich 8 ✉ 1 xyxy=(180,873,342,888)
directory-entry: — Willi, MaschSchloss., Mahlhaus 3 xyxy=(1318,1104,1494,1119)
directory-entry: — Frau L, Garstedter Weg 147 + xyxy=(738,1542,901,1557)
directory-entry: — Hans, Reetwischendamm 19a ✉Ra xyxy=(455,386,644,401)
directory-entry: — Lotte, Pens., Wienbargstr. 2 ✉ Alt xyxy=(1022,219,1205,234)
directory-entry: — Joh., Kwf., Remstedtstr. 27a ✉Ra xyxy=(738,934,920,949)
directory-entry: — Wilh, chemischReinig ☎ 67 28 30, Rahlstedter Str. 150, Wohn: ☎ 67 93 92, Mendelssohnstr 26 ✉Ra xyxy=(1318,1000,1579,1030)
directory-entry: — Günth, Betracht, Zickzackweg 24 xyxy=(180,1390,361,1405)
directory-entry: — Hans, Ing ☎ 22 26 30, Ekholtstr. 10 xyxy=(455,675,652,690)
directory-entry: — Walt, Schlacht, Vierlandenstr 10 xyxy=(1318,571,1485,586)
directory-entry: — Wilh., Insp., Löwenstr. 59 ✉ 20 xyxy=(1318,941,1483,956)
directory-entry: — Heinr., Rohrleg. ☎ 2 00 89 08, Schellingstr. 35 ✉ 22 xyxy=(455,1071,720,1101)
directory-entry: — Gerh., Tischl, Veltheimstr 15 ✉Ra xyxy=(180,1116,365,1131)
directory-entry: — Gerh, Beamt, Rückertstr 31 ✉ 22 xyxy=(180,1101,360,1116)
directory-entry: — Hans-Jürgen, Tischl ☎ 46 82 86, Hemmingstedter Weg 167 ✉ Alt xyxy=(455,949,722,979)
directory-entry: — Wolf, BbOblnsp ☎ 82 95 05, Telkamptwiete ✉ Niend xyxy=(1318,1237,1592,1252)
directory-entry: — Olga, Gastst ☎ 23 93 18, Ackermannstr 14 ✉ 22 xyxy=(1022,949,1282,964)
directory-entry: — Lotte, Schneid, Holstentwiete 6 Hs. 2 ✉ Alt xyxy=(1022,234,1254,249)
directory-entry: — Martin, Dreh, Josephstr 12a ✉Wa xyxy=(1022,736,1204,751)
directory-entry: — M. Heiz, Magdalenenstr. 64b ✉ 13 xyxy=(1022,326,1210,341)
directory-entry: Firmen-Reklame xyxy=(1318,704,1398,719)
directory-entry: — Herm., HdlsVertr. ☎ 66 18 72, Kuehnstr. 158 ✉ Wa xyxy=(738,310,1013,325)
directory-entry: — Marie, Pens, Classingstr 5 ✉ 39 xyxy=(1022,599,1195,614)
directory-entry: — Erich, Pens, Alte Holstenstr 35 xyxy=(180,447,348,462)
page-number: 260 xyxy=(712,60,742,82)
directory-entry: — Herb, Kwf, Marschnerstr. 34 ✉22 xyxy=(738,189,921,204)
directory-entry: — Frl Hildeg, KrkSchwest, Stader Straße 101 ✉ Harb 1 xyxy=(738,584,1015,599)
directory-entry: — Hans, Dachd, Billhorner Stieg 19 xyxy=(455,538,635,553)
directory-entry: — Mathäus, Pens., Neukölln Ring 35d ✉ Ra xyxy=(1022,721,1243,736)
directory-entry: — Heinz, HHA.Ang, Alte Wöhr 19 xyxy=(1318,1429,1486,1444)
directory-entry: — Ernst, VerwAng., Alte Landstr. 19 xyxy=(180,782,363,797)
directory-entry: — Hans-E., Beamt ☎ 21 88 15, Chapeaurougeweg 11a ✉ 26 xyxy=(455,782,732,812)
directory-entry: — Hans, Arb, Steinbeker Weg 18 xyxy=(455,599,620,614)
directory-entry: — Walt, Maur, Krugerstr 45 ✉ Ra xyxy=(1318,467,1481,482)
directory-entry: — Joh., Milchhdlg ☎ 40 37 82, Gneisenaustr. 5 ✉ 20 xyxy=(738,888,1007,903)
directory-entry: — Ernst, Mal, Josephstr 12 ✉ Wa 1 xyxy=(180,645,357,660)
directory-entry: — Helm., Hdlr., Eilbeker Weg 163 xyxy=(455,1527,627,1542)
directory-entry: — Friedr, Schloss, Sommerhuder Str Nr 25 ✉ Alt xyxy=(180,979,425,994)
